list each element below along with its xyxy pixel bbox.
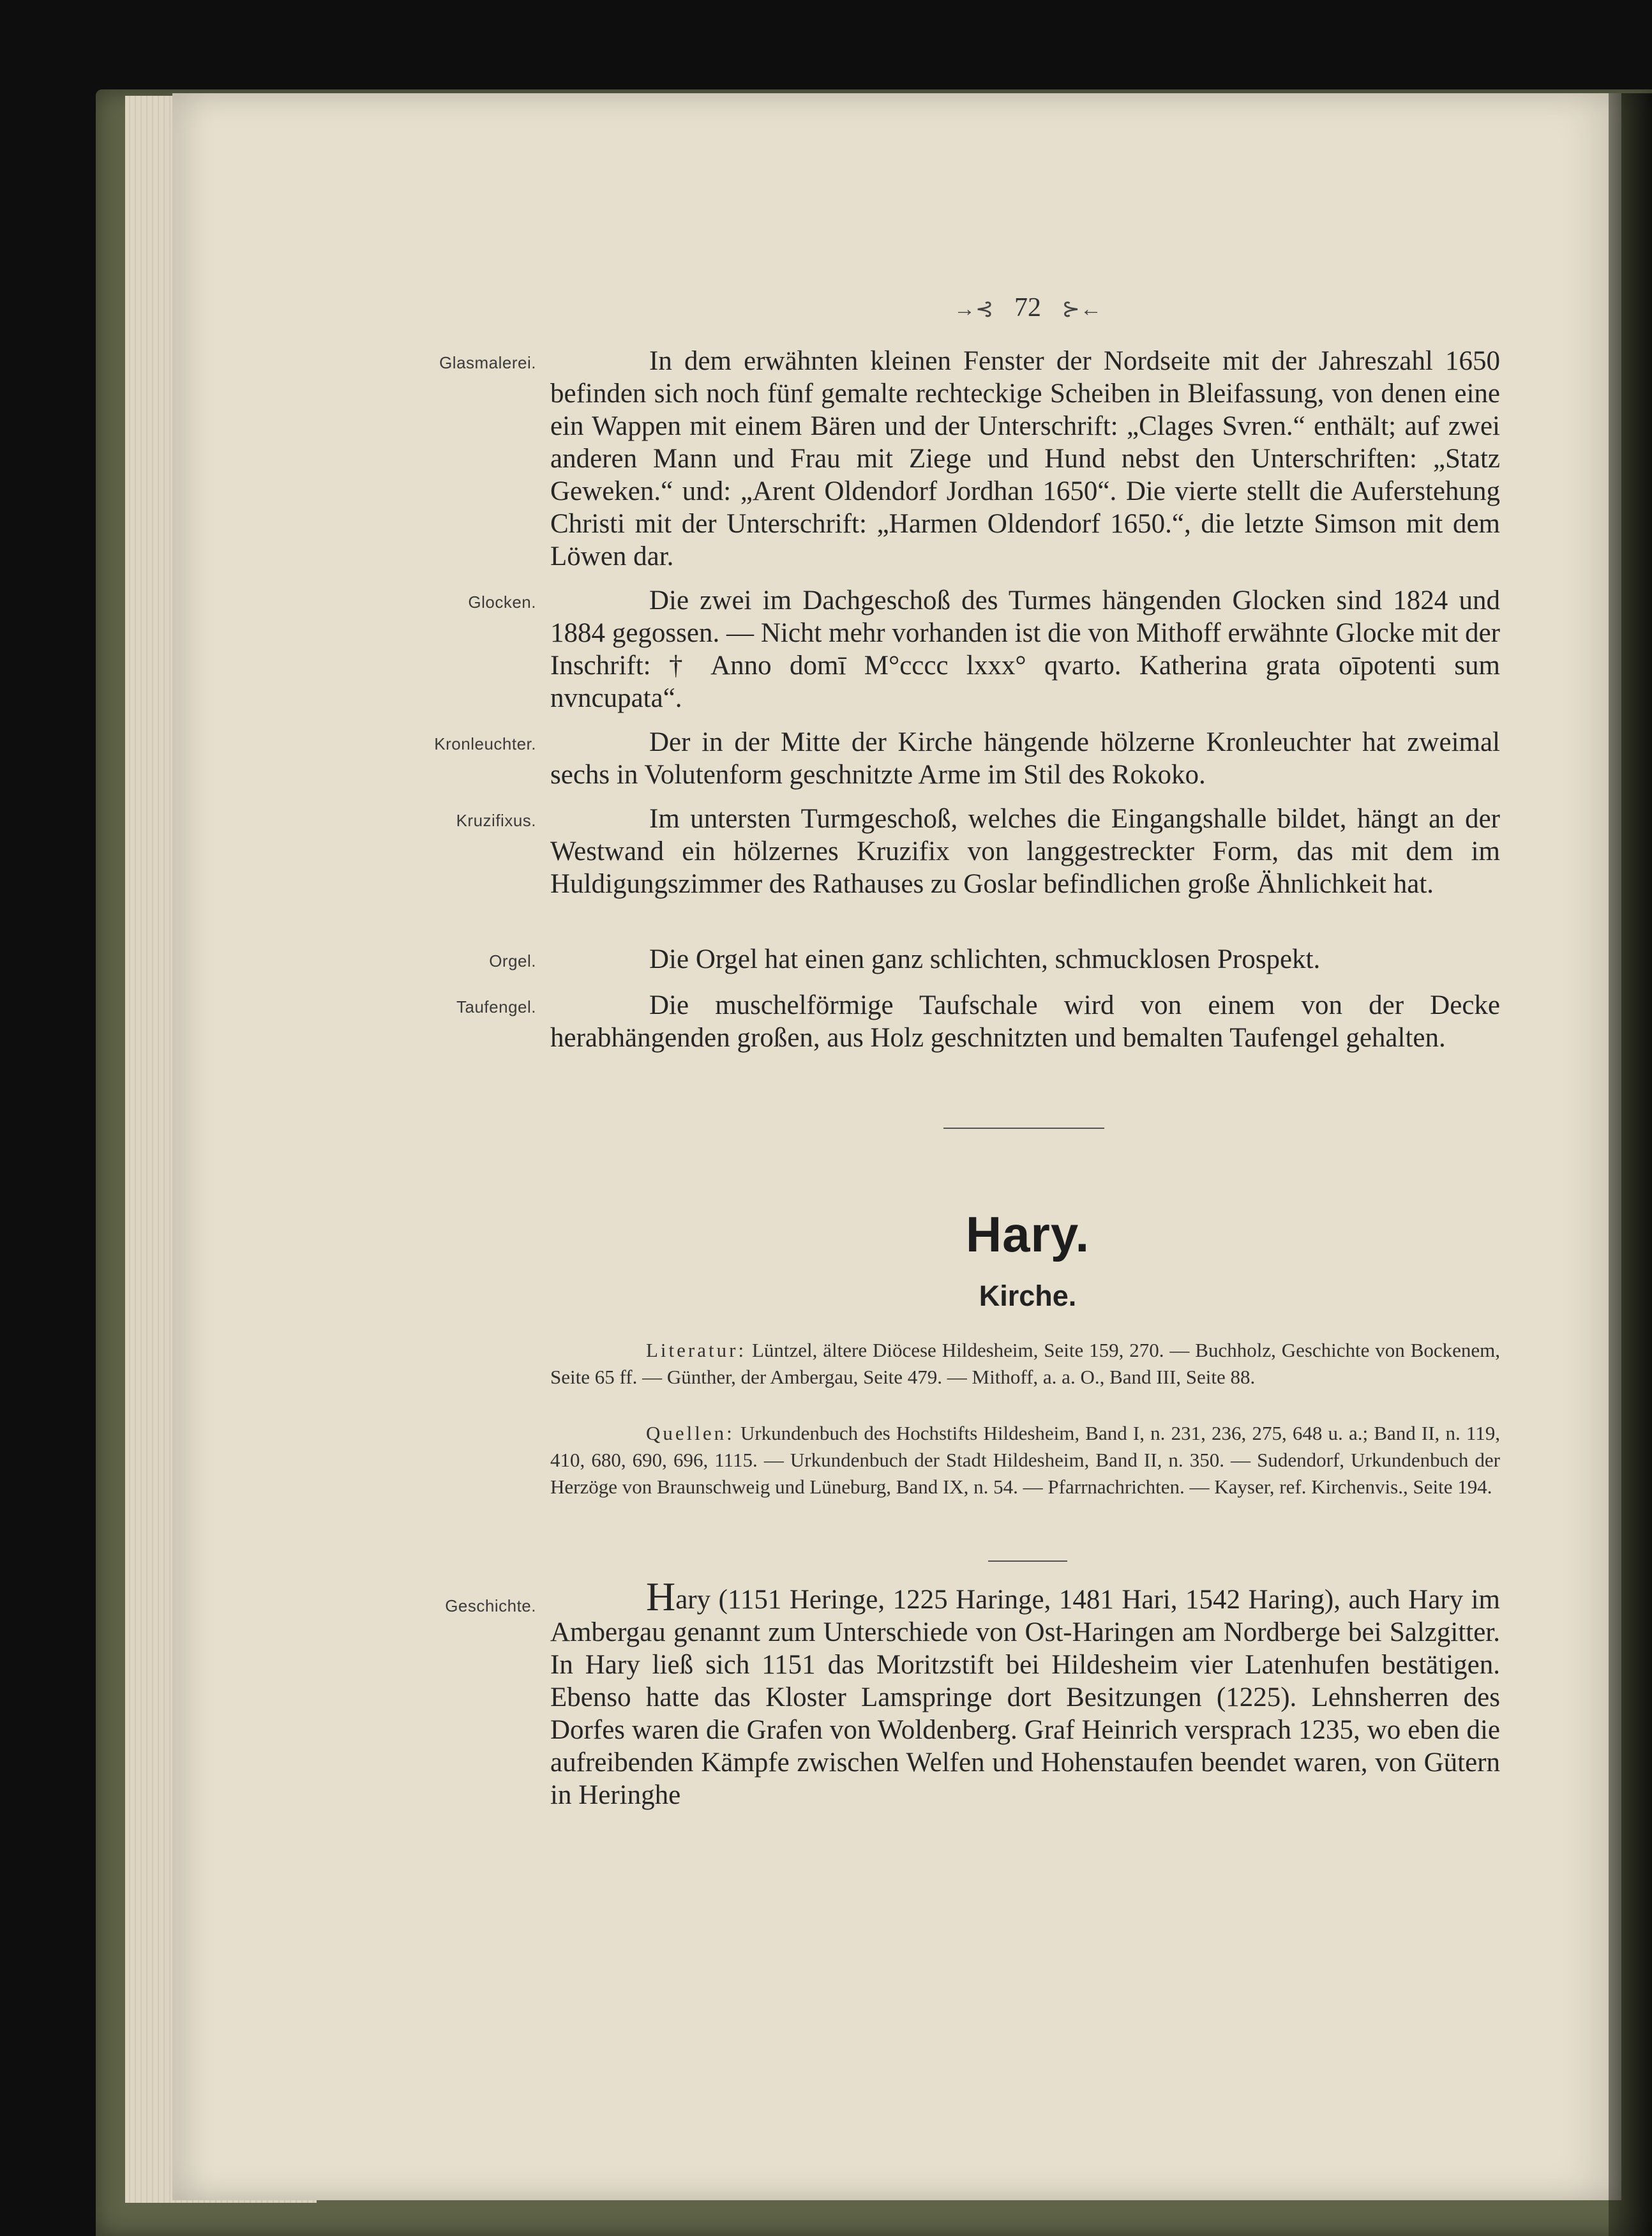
margin-note-kruzifixus: Kruzifixus. — [456, 811, 536, 830]
paragraph-text: Die zwei im Dachgeschoß des Turmes hängenden Glocken sind 1824 und 1884 gegossen. — Nicht mehr vorhanden ist die von Mithoff erwähnte Glocke mit der Inschrift: † Anno domī M°cccc lxxx° qvarto. Katherina grata oīpotenti sum nvncupata“. — [550, 585, 1500, 713]
margin-note-glasmalerei: Glasmalerei. — [439, 353, 536, 372]
sources-block — [550, 1420, 1500, 1500]
sources-label: Quellen: — [646, 1422, 735, 1444]
gutter-shadow — [1609, 93, 1652, 2236]
paragraph-text: Die muschelförmige Taufschale wird von einem von der Decke herabhängenden großen, aus Holz geschnitzten und bemalten Taufengel gehalten. — [550, 990, 1500, 1053]
paragraph-text: ary (1151 Heringe, 1225 Haringe, 1481 Hari, 1542 Haring), auch Hary im Ambergau genannt zum Unterschiede von Ost-Haringen am Nordberge bei Salzgitter. In Hary ließ sich 1151 das Moritzstift bei Hildesheim vier Latenhufen bestätigen. Ebenso hatte das Kloster Lamspringe dort Besitzungen (1225). Lehnsherren des Dorfes waren die Grafen von Woldenberg. Graf Heinrich versprach 1235, wo eben die aufreibenden Kämpfe zwischen Welfen und Hohenstaufen beendet waren, von Gütern in Heringhe — [550, 1585, 1500, 1810]
running-header — [894, 292, 1162, 323]
section-divider — [943, 1128, 1104, 1129]
paragraph-glasmalerei — [550, 345, 1500, 573]
paragraph-geschichte — [550, 1574, 1500, 1811]
header-ornament-left: →⊰ — [954, 298, 994, 321]
paragraph-taufengel — [550, 989, 1500, 1054]
margin-note-orgel: Orgel. — [489, 951, 536, 971]
header-ornament-right: ⊱← — [1062, 298, 1102, 321]
margin-note-kronleuchter: Kronleuchter. — [434, 734, 536, 753]
literature-block — [550, 1337, 1500, 1391]
margin-note-glocken: Glocken. — [468, 593, 536, 612]
margin-note-geschichte: Geschichte. — [445, 1596, 536, 1615]
chapter-subtitle: Kirche. — [979, 1280, 1077, 1312]
chapter-title: Hary. — [965, 1206, 1090, 1262]
paragraph-text: Die Orgel hat einen ganz schlichten, schmucklosen Prospekt. — [649, 944, 1321, 974]
paragraph-kronleuchter — [550, 726, 1500, 791]
paragraph-orgel — [550, 943, 1500, 976]
paragraph-text: In dem erwähnten kleinen Fenster der Nordseite mit der Jahreszahl 1650 befinden sich noch fünf gemalte rechteckige Scheiben in Bleifassung, von denen eine ein Wappen mit einem Bären und der Unterschrift: „Clages Svren.“ enthält; auf zwei anderen Mann und Frau mit Ziege und Hund nebst den Unterschriften: „Statz Geweken.“ und: „Arent Oldendorf Jordhan 1650“. Die vierte stellt die Auferstehung Christi mit der Unterschrift: „Harmen Oldendorf 1650.“, die letzte Simson mit dem Löwen dar. — [550, 346, 1500, 571]
drop-initial: H — [646, 1574, 676, 1619]
section-divider-small — [988, 1560, 1067, 1562]
page-number: 72 — [1014, 293, 1041, 322]
margin-note-taufengel: Taufengel. — [456, 997, 536, 1016]
paragraph-text: Im untersten Turmgeschoß, welches die Eingangshalle bildet, hängt an der Westwand ein hölzernes Kruzifix von langgestreckter Form, das mit dem im Huldigungszimmer des Rathauses zu Goslar befindlichen große Ähnlichkeit hat. — [550, 804, 1500, 899]
paragraph-glocken — [550, 584, 1500, 714]
sources-text: Urkundenbuch des Hochstifts Hildesheim, Band I, n. 231, 236, 275, 648 u. a.; Band II, n. 119, 410, 680, 690, 696, 1115. — Urkundenbuch der Stadt Hildesheim, Band II, n. 350. — Sudendorf, Urkundenbuch der Herzöge von Braunschweig und Lüneburg, Band IX, n. 54. — Pfarrnachrichten. — Kayser, ref. Kirchenvis., Seite 194. — [550, 1422, 1500, 1498]
paragraph-text: Der in der Mitte der Kirche hängende hölzerne Kronleuchter hat zweimal sechs in Volutenform geschnitzte Arme im Stil des Rokoko. — [550, 727, 1500, 790]
literature-label: Literatur: — [646, 1339, 747, 1361]
literature-text: Lüntzel, ältere Diöcese Hildesheim, Seite 159, 270. — Buchholz, Geschichte von Bockenem, Seite 65 ff. — Günther, der Ambergau, Seite 479. — Mithoff, a. a. O., Band III, Seite 88. — [550, 1339, 1501, 1388]
paragraph-kruzifixus — [550, 803, 1500, 900]
